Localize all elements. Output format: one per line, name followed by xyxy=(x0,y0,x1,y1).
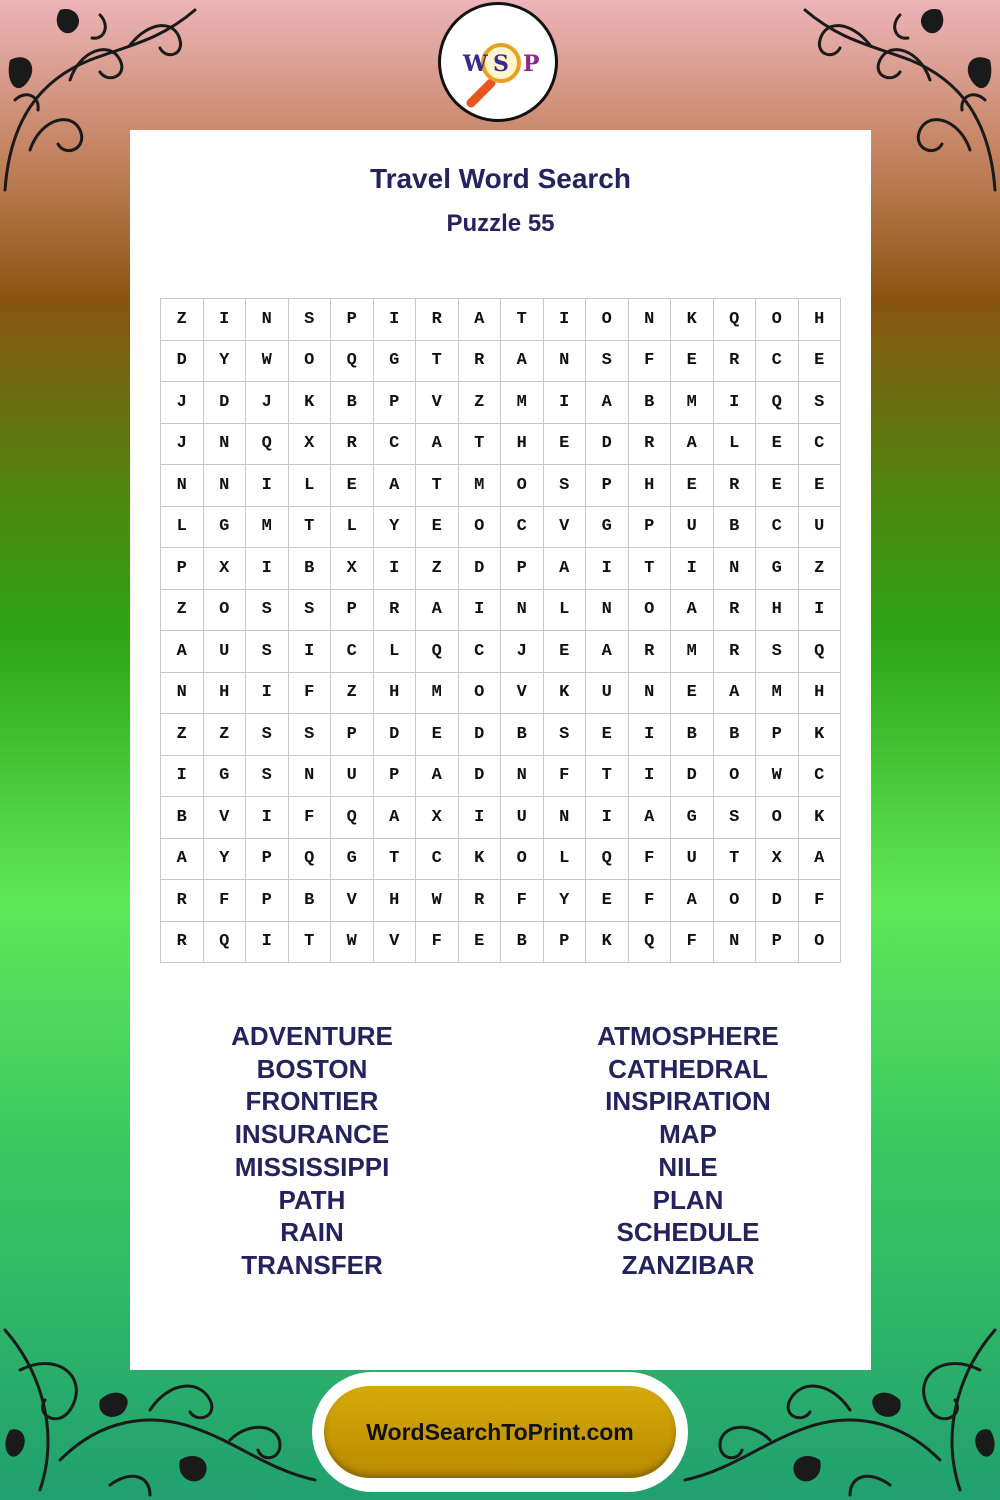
grid-cell[interactable]: E xyxy=(544,631,587,673)
grid-cell[interactable]: P xyxy=(331,714,374,756)
grid-cell[interactable]: F xyxy=(501,880,544,922)
site-link[interactable]: WordSearchToPrint.com xyxy=(324,1386,676,1478)
grid-cell[interactable]: G xyxy=(204,756,247,798)
grid-cell[interactable]: N xyxy=(246,299,289,341)
grid-cell[interactable]: T xyxy=(289,507,332,549)
word-list-item: NILE xyxy=(658,1151,718,1182)
grid-cell[interactable]: C xyxy=(756,341,799,383)
grid-cell[interactable]: A xyxy=(459,299,502,341)
grid-cell[interactable]: I xyxy=(629,756,672,798)
grid-cell[interactable]: E xyxy=(416,714,459,756)
grid-cell[interactable]: R xyxy=(161,880,204,922)
grid-cell[interactable]: Y xyxy=(374,507,417,549)
grid-cell[interactable]: X xyxy=(204,548,247,590)
word-list-item: FRONTIER xyxy=(245,1086,379,1117)
grid-cell[interactable]: Z xyxy=(331,673,374,715)
grid-cell[interactable]: B xyxy=(289,548,332,590)
grid-cell[interactable]: I xyxy=(289,631,332,673)
grid-cell[interactable]: V xyxy=(374,922,417,964)
grid-cell[interactable]: N xyxy=(289,756,332,798)
grid-cell[interactable]: E xyxy=(544,424,587,466)
grid-cell[interactable]: I xyxy=(586,548,629,590)
word-list-item: SCHEDULE xyxy=(616,1217,760,1248)
grid-cell[interactable]: R xyxy=(331,424,374,466)
grid-cell[interactable]: P xyxy=(756,714,799,756)
grid-cell[interactable]: E xyxy=(416,507,459,549)
grid-cell[interactable]: B xyxy=(289,880,332,922)
grid-cell[interactable]: S xyxy=(289,714,332,756)
grid-cell[interactable]: Q xyxy=(756,382,799,424)
grid-cell[interactable]: R xyxy=(459,880,502,922)
grid-cell[interactable]: I xyxy=(714,382,757,424)
grid-cell[interactable]: Y xyxy=(544,880,587,922)
word-list-right xyxy=(538,1020,838,1282)
grid-cell[interactable]: H xyxy=(501,424,544,466)
grid-cell[interactable]: D xyxy=(459,756,502,798)
grid-cell[interactable]: F xyxy=(629,341,672,383)
grid-cell[interactable]: M xyxy=(416,673,459,715)
grid-cell[interactable]: D xyxy=(671,756,714,798)
grid-cell[interactable]: B xyxy=(501,922,544,964)
grid-cell[interactable]: R xyxy=(714,341,757,383)
grid-cell[interactable]: T xyxy=(289,922,332,964)
grid-cell[interactable]: O xyxy=(204,590,247,632)
grid-cell[interactable]: A xyxy=(671,880,714,922)
grid-cell[interactable]: I xyxy=(374,299,417,341)
grid-cell[interactable]: Q xyxy=(246,424,289,466)
grid-cell[interactable]: R xyxy=(161,922,204,964)
grid-cell[interactable]: F xyxy=(671,922,714,964)
grid-cell[interactable]: P xyxy=(331,299,374,341)
grid-cell[interactable]: Q xyxy=(714,299,757,341)
grid-cell[interactable]: A xyxy=(416,590,459,632)
grid-cell[interactable]: S xyxy=(289,590,332,632)
word-list-item: ADVENTURE xyxy=(231,1021,393,1051)
grid-cell[interactable]: K xyxy=(671,299,714,341)
grid-cell[interactable]: R xyxy=(714,590,757,632)
grid-cell[interactable]: C xyxy=(501,507,544,549)
grid-cell[interactable]: Q xyxy=(799,631,842,673)
grid-cell[interactable]: E xyxy=(756,465,799,507)
grid-cell[interactable]: Q xyxy=(416,631,459,673)
grid-cell[interactable]: X xyxy=(289,424,332,466)
grid-cell[interactable]: J xyxy=(246,382,289,424)
grid-cell[interactable]: U xyxy=(671,839,714,881)
grid-cell[interactable]: V xyxy=(204,797,247,839)
grid-cell[interactable]: A xyxy=(586,382,629,424)
grid-cell[interactable]: A xyxy=(161,631,204,673)
grid-cell[interactable]: W xyxy=(756,756,799,798)
grid-cell[interactable]: R xyxy=(714,631,757,673)
grid-cell[interactable]: E xyxy=(756,424,799,466)
grid-cell[interactable]: I xyxy=(161,756,204,798)
grid-cell[interactable]: W xyxy=(246,341,289,383)
grid-cell[interactable]: Z xyxy=(459,382,502,424)
word-list-item: INSURANCE xyxy=(234,1119,390,1150)
grid-cell[interactable]: O xyxy=(459,507,502,549)
grid-cell[interactable]: A xyxy=(799,839,842,881)
grid-cell[interactable]: U xyxy=(501,797,544,839)
grid-cell[interactable]: L xyxy=(544,839,587,881)
grid-cell[interactable]: M xyxy=(501,382,544,424)
grid-cell[interactable]: T xyxy=(501,299,544,341)
magnifier-icon xyxy=(441,5,555,119)
grid-cell[interactable]: K xyxy=(544,673,587,715)
grid-cell[interactable]: H xyxy=(374,673,417,715)
grid-cell[interactable]: X xyxy=(756,839,799,881)
grid-cell[interactable]: N xyxy=(714,922,757,964)
grid-cell[interactable]: F xyxy=(544,756,587,798)
grid-cell[interactable]: A xyxy=(374,465,417,507)
grid-cell[interactable]: B xyxy=(629,382,672,424)
grid-cell[interactable]: I xyxy=(544,382,587,424)
grid-cell[interactable]: Q xyxy=(629,922,672,964)
word-list-item: BOSTON xyxy=(256,1053,368,1084)
grid-cell[interactable]: S xyxy=(246,590,289,632)
grid-cell[interactable]: E xyxy=(671,673,714,715)
grid-cell[interactable]: R xyxy=(459,341,502,383)
grid-cell[interactable]: F xyxy=(416,922,459,964)
grid-cell[interactable]: N xyxy=(204,424,247,466)
grid-cell[interactable]: O xyxy=(714,756,757,798)
logo-letter-s: S xyxy=(493,51,509,77)
grid-cell[interactable]: H xyxy=(756,590,799,632)
grid-cell[interactable]: T xyxy=(416,465,459,507)
grid-cell[interactable]: L xyxy=(714,424,757,466)
grid-cell[interactable]: E xyxy=(459,922,502,964)
grid-cell[interactable]: V xyxy=(501,673,544,715)
grid-cell[interactable]: E xyxy=(799,465,842,507)
grid-cell[interactable]: J xyxy=(161,382,204,424)
grid-cell[interactable]: F xyxy=(629,880,672,922)
grid-cell[interactable]: L xyxy=(289,465,332,507)
grid-cell[interactable]: S xyxy=(246,631,289,673)
grid-cell[interactable]: I xyxy=(586,797,629,839)
grid-cell[interactable]: L xyxy=(374,631,417,673)
grid-cell[interactable]: O xyxy=(799,922,842,964)
grid-cell[interactable]: B xyxy=(331,382,374,424)
grid-cell[interactable]: M xyxy=(756,673,799,715)
word-list-item: RAIN xyxy=(280,1217,344,1248)
grid-cell[interactable]: G xyxy=(586,507,629,549)
grid-cell[interactable]: K xyxy=(459,839,502,881)
grid-cell[interactable]: O xyxy=(459,673,502,715)
grid-cell[interactable]: S xyxy=(586,341,629,383)
grid-cell[interactable]: V xyxy=(544,507,587,549)
grid-cell[interactable]: N xyxy=(629,299,672,341)
grid-cell[interactable]: H xyxy=(799,299,842,341)
grid-cell[interactable]: K xyxy=(289,382,332,424)
grid-cell[interactable]: L xyxy=(544,590,587,632)
grid-cell[interactable]: F xyxy=(289,797,332,839)
grid-cell[interactable]: I xyxy=(799,590,842,632)
grid-cell[interactable]: B xyxy=(671,714,714,756)
grid-cell[interactable]: U xyxy=(204,631,247,673)
word-list-item: MISSISSIPPI xyxy=(234,1151,390,1182)
grid-cell[interactable]: G xyxy=(204,507,247,549)
grid-cell[interactable]: D xyxy=(459,548,502,590)
grid-cell[interactable]: E xyxy=(331,465,374,507)
grid-cell[interactable]: D xyxy=(161,341,204,383)
grid-cell[interactable]: I xyxy=(246,548,289,590)
grid-cell[interactable]: Z xyxy=(161,590,204,632)
grid-cell[interactable]: R xyxy=(374,590,417,632)
grid-cell[interactable]: O xyxy=(289,341,332,383)
grid-cell[interactable]: C xyxy=(756,507,799,549)
grid-cell[interactable]: S xyxy=(544,714,587,756)
grid-cell[interactable]: U xyxy=(331,756,374,798)
grid-cell[interactable]: I xyxy=(459,590,502,632)
grid-cell[interactable]: I xyxy=(246,922,289,964)
grid-cell[interactable]: C xyxy=(416,839,459,881)
word-list-item: ZANZIBAR xyxy=(621,1249,755,1280)
grid-cell[interactable]: M xyxy=(246,507,289,549)
grid-cell[interactable]: W xyxy=(416,880,459,922)
grid-cell[interactable]: I xyxy=(246,465,289,507)
puzzle-sheet xyxy=(130,130,871,1370)
grid-cell[interactable]: A xyxy=(586,631,629,673)
grid-cell[interactable]: I xyxy=(374,548,417,590)
grid-cell[interactable]: P xyxy=(586,465,629,507)
grid-cell[interactable]: O xyxy=(714,880,757,922)
grid-cell[interactable]: P xyxy=(374,382,417,424)
grid-cell[interactable]: S xyxy=(756,631,799,673)
grid-cell[interactable]: I xyxy=(629,714,672,756)
grid-cell[interactable]: M xyxy=(459,465,502,507)
grid-cell[interactable]: V xyxy=(416,382,459,424)
grid-cell[interactable]: A xyxy=(416,756,459,798)
grid-cell[interactable]: X xyxy=(331,548,374,590)
grid-cell[interactable]: A xyxy=(501,341,544,383)
grid-cell[interactable]: S xyxy=(289,299,332,341)
grid-cell[interactable]: N xyxy=(161,465,204,507)
grid-cell[interactable]: I xyxy=(246,797,289,839)
grid-cell[interactable]: M xyxy=(671,631,714,673)
grid-cell[interactable]: P xyxy=(331,590,374,632)
grid-cell[interactable]: S xyxy=(544,465,587,507)
grid-cell[interactable]: K xyxy=(799,714,842,756)
grid-cell[interactable]: N xyxy=(544,341,587,383)
grid-cell[interactable]: U xyxy=(799,507,842,549)
grid-cell[interactable]: O xyxy=(501,465,544,507)
grid-cell[interactable]: P xyxy=(246,880,289,922)
grid-cell[interactable]: D xyxy=(756,880,799,922)
grid-cell[interactable]: O xyxy=(629,590,672,632)
grid-cell[interactable]: O xyxy=(756,797,799,839)
grid-cell[interactable]: A xyxy=(671,590,714,632)
word-list-item: MAP xyxy=(659,1119,717,1150)
word-list-item: INSPIRATION xyxy=(605,1086,771,1117)
grid-cell[interactable]: Q xyxy=(586,839,629,881)
grid-cell[interactable]: H xyxy=(204,673,247,715)
grid-cell[interactable]: Q xyxy=(331,797,374,839)
grid-cell[interactable]: X xyxy=(416,797,459,839)
grid-cell[interactable]: I xyxy=(459,797,502,839)
grid-cell[interactable]: Y xyxy=(204,839,247,881)
grid-cell[interactable]: P xyxy=(544,922,587,964)
word-list-item: CATHEDRAL xyxy=(608,1053,768,1084)
grid-cell[interactable]: T xyxy=(586,756,629,798)
grid-cell[interactable]: R xyxy=(416,299,459,341)
grid-cell[interactable]: N xyxy=(586,590,629,632)
grid-cell[interactable]: D xyxy=(459,714,502,756)
grid-cell[interactable]: K xyxy=(799,797,842,839)
grid-cell[interactable]: G xyxy=(331,839,374,881)
grid-cell[interactable]: I xyxy=(544,299,587,341)
grid-cell[interactable]: L xyxy=(161,507,204,549)
grid-cell[interactable]: S xyxy=(246,756,289,798)
grid-cell[interactable]: P xyxy=(501,548,544,590)
grid-cell[interactable]: A xyxy=(416,424,459,466)
grid-cell[interactable]: R xyxy=(714,465,757,507)
grid-cell[interactable]: F xyxy=(289,673,332,715)
grid-cell[interactable]: T xyxy=(714,839,757,881)
grid-cell[interactable]: O xyxy=(586,299,629,341)
grid-cell[interactable]: Z xyxy=(799,548,842,590)
site-banner xyxy=(312,1372,688,1492)
grid-cell[interactable]: G xyxy=(374,341,417,383)
grid-cell[interactable]: E xyxy=(586,880,629,922)
grid-cell[interactable]: L xyxy=(331,507,374,549)
grid-cell[interactable]: B xyxy=(714,507,757,549)
grid-cell[interactable]: Z xyxy=(161,299,204,341)
grid-cell[interactable]: P xyxy=(629,507,672,549)
grid-cell[interactable]: Q xyxy=(204,922,247,964)
grid-cell[interactable]: B xyxy=(501,714,544,756)
grid-cell[interactable]: U xyxy=(671,507,714,549)
grid-cell[interactable]: G xyxy=(671,797,714,839)
grid-cell[interactable]: H xyxy=(799,673,842,715)
grid-cell[interactable]: N xyxy=(714,548,757,590)
grid-cell[interactable]: A xyxy=(671,424,714,466)
grid-cell[interactable]: F xyxy=(204,880,247,922)
grid-cell[interactable]: Q xyxy=(289,839,332,881)
grid-cell[interactable]: H xyxy=(374,880,417,922)
grid-cell[interactable]: E xyxy=(671,341,714,383)
grid-cell[interactable]: A xyxy=(161,839,204,881)
word-list-item: ATMOSPHERE xyxy=(597,1021,779,1051)
grid-cell[interactable]: R xyxy=(629,631,672,673)
grid-cell[interactable]: A xyxy=(714,673,757,715)
grid-cell[interactable]: S xyxy=(246,714,289,756)
grid-cell[interactable]: W xyxy=(331,922,374,964)
grid-cell[interactable]: V xyxy=(331,880,374,922)
grid-cell[interactable]: C xyxy=(799,424,842,466)
grid-cell[interactable]: N xyxy=(629,673,672,715)
grid-cell[interactable]: C xyxy=(374,424,417,466)
grid-cell[interactable]: A xyxy=(629,797,672,839)
logo-letter-p: P xyxy=(523,51,540,77)
grid-cell[interactable]: B xyxy=(714,714,757,756)
grid-cell[interactable]: C xyxy=(459,631,502,673)
grid-cell[interactable]: Z xyxy=(161,714,204,756)
puzzle-number: Puzzle 55 xyxy=(446,210,555,237)
grid-cell[interactable]: E xyxy=(586,714,629,756)
word-list-item: PLAN xyxy=(652,1184,724,1215)
grid-cell[interactable]: N xyxy=(204,465,247,507)
grid-cell[interactable]: P xyxy=(756,922,799,964)
word-list-left xyxy=(162,1020,462,1282)
grid-cell[interactable]: I xyxy=(246,673,289,715)
grid-cell[interactable]: Z xyxy=(416,548,459,590)
puzzle-title: Travel Word Search xyxy=(370,163,631,194)
grid-cell[interactable]: N xyxy=(161,673,204,715)
grid-cell[interactable]: T xyxy=(374,839,417,881)
grid-cell[interactable]: Y xyxy=(204,341,247,383)
grid-cell[interactable]: G xyxy=(756,548,799,590)
grid-cell[interactable]: N xyxy=(501,756,544,798)
grid-cell[interactable]: D xyxy=(586,424,629,466)
grid-cell[interactable]: F xyxy=(629,839,672,881)
grid-cell[interactable]: F xyxy=(799,880,842,922)
grid-cell[interactable]: C xyxy=(799,756,842,798)
grid-cell[interactable]: S xyxy=(714,797,757,839)
wsp-logo xyxy=(438,2,558,122)
word-list-item: PATH xyxy=(278,1184,346,1215)
grid-cell[interactable]: U xyxy=(586,673,629,715)
grid-cell[interactable]: D xyxy=(204,382,247,424)
grid-cell[interactable]: T xyxy=(416,341,459,383)
grid-cell[interactable]: P xyxy=(374,756,417,798)
grid-cell[interactable]: H xyxy=(629,465,672,507)
grid-cell[interactable]: Z xyxy=(204,714,247,756)
grid-cell[interactable]: P xyxy=(246,839,289,881)
grid-cell[interactable]: I xyxy=(671,548,714,590)
grid-cell[interactable]: O xyxy=(501,839,544,881)
grid-cell[interactable]: A xyxy=(544,548,587,590)
grid-cell[interactable]: T xyxy=(459,424,502,466)
grid-cell[interactable]: N xyxy=(501,590,544,632)
letter-grid xyxy=(160,298,841,963)
grid-cell[interactable]: R xyxy=(629,424,672,466)
grid-cell[interactable]: P xyxy=(161,548,204,590)
logo-letter-w: W xyxy=(463,51,488,77)
grid-cell[interactable]: S xyxy=(799,382,842,424)
grid-cell[interactable]: J xyxy=(501,631,544,673)
grid-cell[interactable]: O xyxy=(756,299,799,341)
grid-cell[interactable]: M xyxy=(671,382,714,424)
grid-cell[interactable]: E xyxy=(671,465,714,507)
word-list-item: TRANSFER xyxy=(241,1249,383,1280)
grid-cell[interactable]: B xyxy=(161,797,204,839)
grid-cell[interactable]: A xyxy=(374,797,417,839)
grid-cell[interactable]: N xyxy=(544,797,587,839)
grid-cell[interactable]: K xyxy=(586,922,629,964)
grid-cell[interactable]: T xyxy=(629,548,672,590)
grid-cell[interactable]: D xyxy=(374,714,417,756)
grid-cell[interactable]: E xyxy=(799,341,842,383)
grid-cell[interactable]: Q xyxy=(331,341,374,383)
grid-cell[interactable]: C xyxy=(331,631,374,673)
grid-cell[interactable]: J xyxy=(161,424,204,466)
grid-cell[interactable]: I xyxy=(204,299,247,341)
